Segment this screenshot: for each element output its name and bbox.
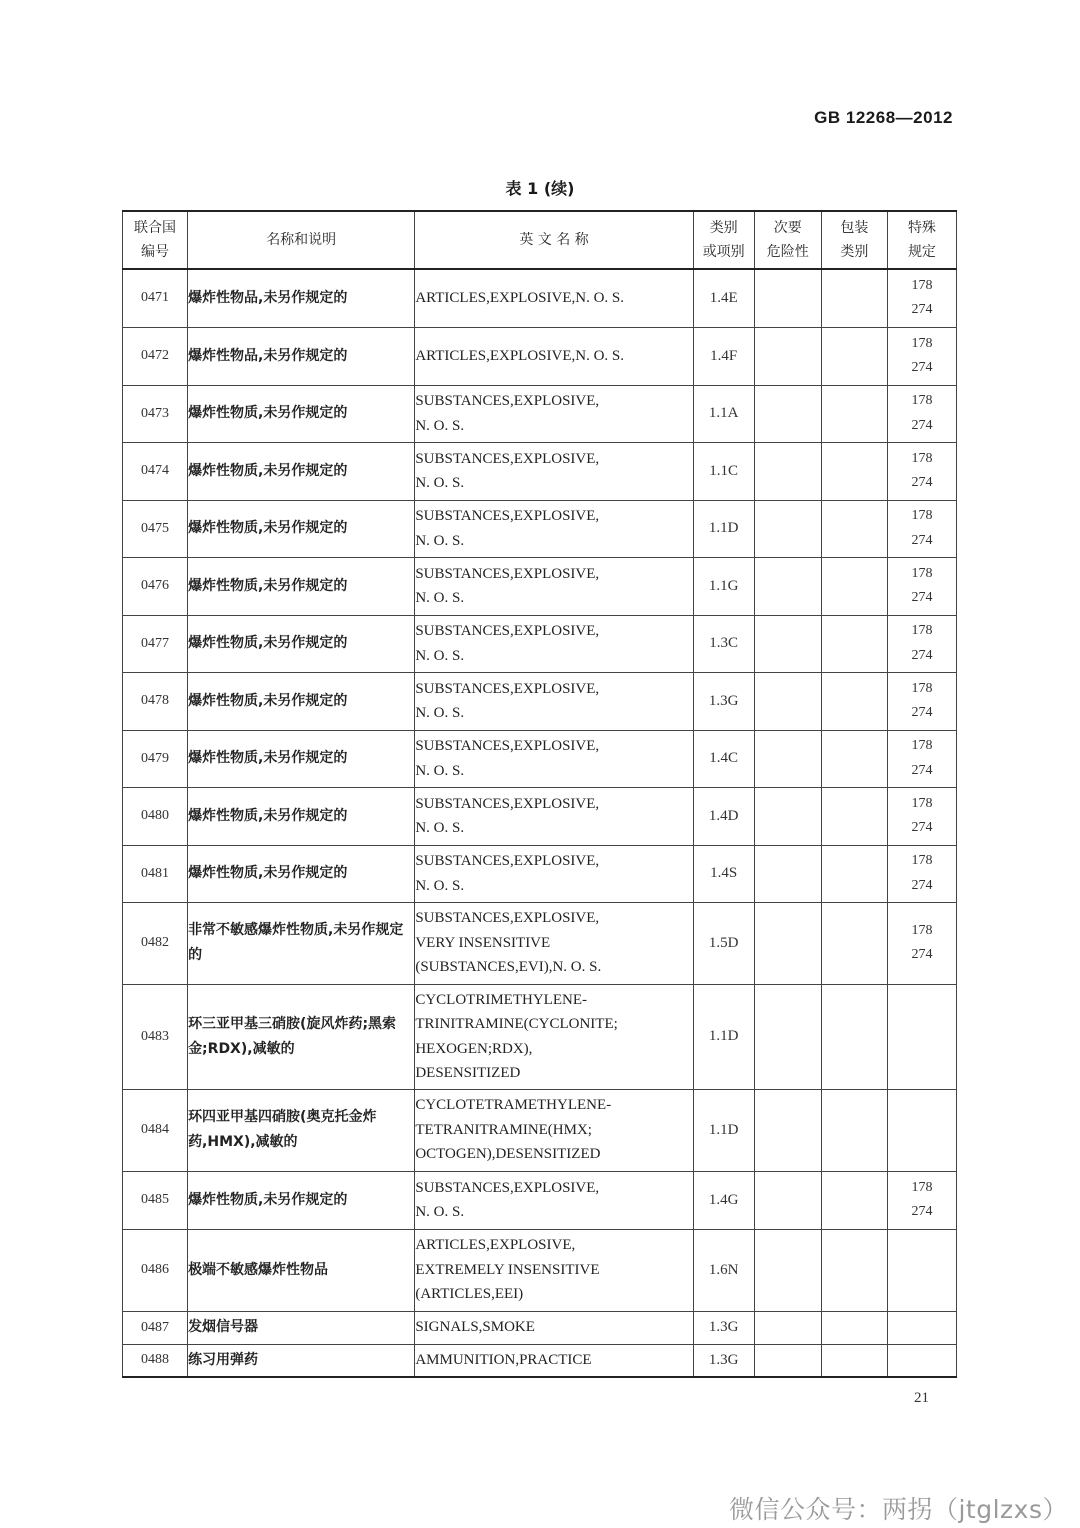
cell-chinese-name: 爆炸性物质,未另作规定的 [188, 385, 415, 442]
english-name-line: VERY INSENSITIVE [415, 934, 551, 951]
table-row [123, 269, 957, 327]
cell-class-division: 1.6N [693, 1229, 754, 1311]
cell-special-provisions [887, 327, 956, 385]
english-name-line: N. O. S. [415, 417, 465, 434]
cell-class-division: 1.1A [693, 385, 754, 442]
english-name-line: N. O. S. [415, 877, 465, 894]
cell-special-provisions [887, 1089, 956, 1171]
special-provision-code: 274 [911, 762, 933, 778]
cell-packing-group [821, 1089, 887, 1171]
table-row [123, 984, 957, 1089]
english-name-line: SUBSTANCES,EXPLOSIVE, [415, 623, 600, 639]
special-provision-code: 274 [911, 647, 933, 663]
cell-chinese-name: 爆炸性物质,未另作规定的 [188, 442, 415, 500]
cell-english-name [415, 1089, 693, 1171]
cell-class-division: 1.4C [693, 730, 754, 787]
cell-english-name [415, 787, 693, 845]
cell-un-number: 0485 [123, 1171, 188, 1229]
english-name-line: SUBSTANCES,EXPLOSIVE, [415, 910, 600, 927]
english-name-line: SUBSTANCES,EXPLOSIVE, [415, 1179, 600, 1196]
special-provision-code: 274 [911, 360, 933, 375]
special-provision-code: 274 [911, 590, 933, 605]
table-row [123, 385, 957, 442]
cell-packing-group [821, 385, 887, 442]
english-name-line: N. O. S. [415, 1204, 465, 1220]
cell-class-division: 1.1D [693, 1089, 754, 1171]
english-name-line: EXTREMELY INSENSITIVE [415, 1261, 600, 1278]
cell-subsidiary-risk [754, 1171, 821, 1229]
cell-special-provisions [887, 500, 956, 557]
dangerous-goods-table [122, 210, 957, 1378]
cell-subsidiary-risk [754, 730, 821, 787]
header-chinese-name: 名称和说明 [188, 211, 415, 269]
cell-english-name [415, 385, 693, 442]
cell-subsidiary-risk [754, 1344, 821, 1377]
english-name-line: N. O. S. [415, 762, 465, 779]
special-provision-code: 274 [911, 302, 933, 318]
cell-special-provisions [887, 1171, 956, 1229]
cell-subsidiary-risk [754, 500, 821, 557]
cell-english-name [415, 984, 693, 1089]
english-name-line: N. O. S. [415, 647, 465, 664]
special-provision-code: 274 [911, 877, 933, 893]
cell-english-name [415, 1229, 693, 1311]
table-row [123, 1171, 957, 1229]
cell-english-name [415, 442, 693, 500]
english-name-line: N. O. S. [415, 705, 465, 721]
cell-subsidiary-risk [754, 269, 821, 327]
english-name-line: (SUBSTANCES,EVI),N. O. S. [415, 959, 602, 976]
english-name-line: (ARTICLES,EEI) [415, 1286, 524, 1303]
cell-packing-group [821, 1171, 887, 1229]
cell-un-number: 0474 [123, 442, 188, 500]
cell-chinese-name: 非常不敏感爆炸性物质,未另作规定的 [188, 902, 415, 984]
cell-class-division: 1.3G [693, 672, 754, 730]
cell-special-provisions [887, 902, 956, 984]
header-packing-group: 包装 类别 [821, 211, 887, 269]
cell-chinese-name: 练习用弹药 [188, 1344, 415, 1377]
table-row [123, 787, 957, 845]
special-provision-code: 178 [911, 922, 933, 938]
english-name-line: SIGNALS,SMOKE [415, 1319, 535, 1336]
english-name-line: N. O. S. [415, 590, 465, 606]
table-row [123, 730, 957, 787]
header-english-name: 英 文 名 称 [415, 211, 693, 269]
cell-packing-group [821, 787, 887, 845]
cell-packing-group [821, 1344, 887, 1377]
cell-un-number: 0486 [123, 1229, 188, 1311]
english-name-line: SUBSTANCES,EXPLOSIVE, [415, 450, 600, 467]
header-subsidiary-risk: 次要 危险性 [754, 211, 821, 269]
special-provision-code: 274 [911, 820, 933, 835]
special-provision-code: 274 [911, 705, 933, 720]
special-provision-code: 178 [911, 277, 933, 293]
cell-class-division: 1.4D [693, 787, 754, 845]
cell-class-division: 1.1C [693, 442, 754, 500]
cell-special-provisions [887, 1344, 956, 1377]
table-row [123, 845, 957, 902]
cell-chinese-name: 爆炸性物质,未另作规定的 [188, 1171, 415, 1229]
cell-packing-group [821, 269, 887, 327]
table-row [123, 902, 957, 984]
table-header-row [123, 211, 957, 269]
cell-class-division: 1.3G [693, 1344, 754, 1377]
english-name-line: N. O. S. [415, 532, 465, 549]
cell-english-name [415, 730, 693, 787]
cell-class-division: 1.4F [693, 327, 754, 385]
english-name-line: ARTICLES,EXPLOSIVE,N. O. S. [415, 290, 625, 306]
english-name-line: TRINITRAMINE(CYCLONITE; [415, 1016, 618, 1032]
cell-english-name [415, 902, 693, 984]
cell-chinese-name: 爆炸性物质,未另作规定的 [188, 500, 415, 557]
english-name-line: N. O. S. [415, 820, 465, 836]
watermark: 微信公众号：两拐（jtglzxs） [728, 1495, 1068, 1524]
special-provision-code: 178 [911, 623, 933, 638]
cell-un-number: 0471 [123, 269, 188, 327]
cell-un-number: 0487 [123, 1311, 188, 1344]
cell-packing-group [821, 615, 887, 672]
cell-special-provisions [887, 269, 956, 327]
english-name-line: AMMUNITION,PRACTICE [415, 1352, 592, 1368]
cell-packing-group [821, 1311, 887, 1344]
cell-chinese-name: 爆炸性物质,未另作规定的 [188, 730, 415, 787]
special-provision-code: 178 [911, 853, 933, 868]
cell-class-division: 1.5D [693, 902, 754, 984]
page-number: 21 [914, 1390, 929, 1406]
cell-chinese-name: 环三亚甲基三硝胺(旋风炸药;黑索金;RDX),减敏的 [188, 984, 415, 1089]
english-name-line: ARTICLES,EXPLOSIVE, [415, 1237, 576, 1254]
special-provision-code: 178 [911, 680, 933, 696]
cell-un-number: 0476 [123, 557, 188, 615]
cell-un-number: 0478 [123, 672, 188, 730]
cell-class-division: 1.1D [693, 500, 754, 557]
cell-english-name [415, 269, 693, 327]
cell-special-provisions [887, 845, 956, 902]
cell-chinese-name: 爆炸性物质,未另作规定的 [188, 615, 415, 672]
special-provision-code: 178 [911, 795, 933, 811]
table-row [123, 557, 957, 615]
special-provision-code: 178 [911, 450, 933, 466]
table-row [123, 442, 957, 500]
table-row [123, 672, 957, 730]
cell-packing-group [821, 984, 887, 1089]
english-name-line: SUBSTANCES,EXPLOSIVE, [415, 393, 600, 409]
english-name-line: ARTICLES,EXPLOSIVE,N. O. S. [415, 347, 625, 364]
cell-english-name [415, 557, 693, 615]
cell-packing-group [821, 327, 887, 385]
special-provision-code: 274 [911, 947, 933, 962]
cell-english-name [415, 1344, 693, 1377]
cell-packing-group [821, 442, 887, 500]
table-row [123, 615, 957, 672]
cell-un-number: 0472 [123, 327, 188, 385]
cell-un-number: 0484 [123, 1089, 188, 1171]
cell-english-name [415, 672, 693, 730]
cell-un-number: 0481 [123, 845, 188, 902]
cell-chinese-name: 爆炸性物质,未另作规定的 [188, 787, 415, 845]
cell-class-division: 1.1G [693, 557, 754, 615]
cell-class-division: 1.4G [693, 1171, 754, 1229]
cell-subsidiary-risk [754, 984, 821, 1089]
cell-english-name [415, 1171, 693, 1229]
special-provision-code: 178 [911, 738, 933, 753]
english-name-line: SUBSTANCES,EXPLOSIVE, [415, 565, 600, 582]
english-name-line: HEXOGEN;RDX), [415, 1040, 533, 1057]
cell-subsidiary-risk [754, 787, 821, 845]
cell-english-name [415, 327, 693, 385]
cell-packing-group [821, 902, 887, 984]
special-provision-code: 178 [911, 508, 933, 523]
standard-number: GB 12268—2012 [814, 108, 953, 127]
cell-subsidiary-risk [754, 1311, 821, 1344]
cell-un-number: 0475 [123, 500, 188, 557]
cell-un-number: 0473 [123, 385, 188, 442]
cell-subsidiary-risk [754, 1089, 821, 1171]
cell-chinese-name: 爆炸性物品,未另作规定的 [188, 327, 415, 385]
special-provision-code: 274 [911, 1204, 933, 1219]
header-special-provisions: 特殊 规定 [887, 211, 956, 269]
table-row [123, 1089, 957, 1171]
cell-packing-group [821, 730, 887, 787]
cell-subsidiary-risk [754, 385, 821, 442]
special-provision-code: 274 [911, 475, 933, 490]
special-provision-code: 178 [911, 393, 933, 408]
cell-packing-group [821, 500, 887, 557]
cell-chinese-name: 爆炸性物质,未另作规定的 [188, 557, 415, 615]
cell-un-number: 0479 [123, 730, 188, 787]
cell-chinese-name: 发烟信号器 [188, 1311, 415, 1344]
cell-subsidiary-risk [754, 902, 821, 984]
cell-class-division: 1.4E [693, 269, 754, 327]
cell-subsidiary-risk [754, 672, 821, 730]
cell-class-division: 1.3G [693, 1311, 754, 1344]
cell-chinese-name: 环四亚甲基四硝胺(奥克托金炸药,HMX),减敏的 [188, 1089, 415, 1171]
special-provision-code: 178 [911, 1179, 933, 1195]
table-row [123, 1344, 957, 1377]
cell-chinese-name: 爆炸性物质,未另作规定的 [188, 845, 415, 902]
cell-packing-group [821, 845, 887, 902]
english-name-line: SUBSTANCES,EXPLOSIVE, [415, 508, 600, 524]
cell-un-number: 0480 [123, 787, 188, 845]
cell-un-number: 0477 [123, 615, 188, 672]
header-un-number: 联合国 编号 [123, 211, 188, 269]
cell-chinese-name: 爆炸性物质,未另作规定的 [188, 672, 415, 730]
english-name-line: OCTOGEN),DESENSITIZED [415, 1146, 601, 1163]
cell-special-provisions [887, 672, 956, 730]
english-name-line: SUBSTANCES,EXPLOSIVE, [415, 738, 600, 754]
header-class-division: 类别 或项别 [693, 211, 754, 269]
table-row [123, 1229, 957, 1311]
cell-special-provisions [887, 1311, 956, 1344]
cell-un-number: 0483 [123, 984, 188, 1089]
cell-packing-group [821, 1229, 887, 1311]
cell-special-provisions [887, 615, 956, 672]
cell-un-number: 0482 [123, 902, 188, 984]
english-name-line: SUBSTANCES,EXPLOSIVE, [415, 853, 600, 869]
special-provision-code: 178 [911, 335, 933, 351]
cell-special-provisions [887, 787, 956, 845]
cell-special-provisions [887, 442, 956, 500]
table-row [123, 500, 957, 557]
cell-chinese-name: 爆炸性物品,未另作规定的 [188, 269, 415, 327]
cell-subsidiary-risk [754, 615, 821, 672]
cell-subsidiary-risk [754, 1229, 821, 1311]
special-provision-code: 274 [911, 417, 933, 433]
cell-special-provisions [887, 984, 956, 1089]
cell-un-number: 0488 [123, 1344, 188, 1377]
special-provision-code: 178 [911, 565, 933, 581]
cell-packing-group [821, 672, 887, 730]
cell-class-division: 1.4S [693, 845, 754, 902]
table-title: 表 1 (续) [505, 179, 575, 198]
cell-special-provisions [887, 385, 956, 442]
cell-english-name [415, 500, 693, 557]
cell-special-provisions [887, 557, 956, 615]
cell-packing-group [821, 557, 887, 615]
cell-english-name [415, 845, 693, 902]
cell-english-name [415, 615, 693, 672]
english-name-line: N. O. S. [415, 475, 465, 491]
english-name-line: SUBSTANCES,EXPLOSIVE, [415, 795, 600, 812]
english-name-line: SUBSTANCES,EXPLOSIVE, [415, 680, 600, 697]
cell-special-provisions [887, 1229, 956, 1311]
cell-subsidiary-risk [754, 327, 821, 385]
cell-class-division: 1.1D [693, 984, 754, 1089]
special-provision-code: 274 [911, 532, 933, 548]
cell-special-provisions [887, 730, 956, 787]
cell-subsidiary-risk [754, 557, 821, 615]
english-name-line: TETRANITRAMINE(HMX; [415, 1121, 592, 1138]
english-name-line: CYCLOTRIMETHYLENE- [415, 991, 587, 1008]
english-name-line: DESENSITIZED [415, 1065, 521, 1081]
english-name-line: CYCLOTETRAMETHYLENE- [415, 1097, 612, 1114]
table-row [123, 1311, 957, 1344]
table-row [123, 327, 957, 385]
cell-english-name [415, 1311, 693, 1344]
cell-subsidiary-risk [754, 442, 821, 500]
cell-class-division: 1.3C [693, 615, 754, 672]
cell-subsidiary-risk [754, 845, 821, 902]
cell-chinese-name: 极端不敏感爆炸性物品 [188, 1229, 415, 1311]
